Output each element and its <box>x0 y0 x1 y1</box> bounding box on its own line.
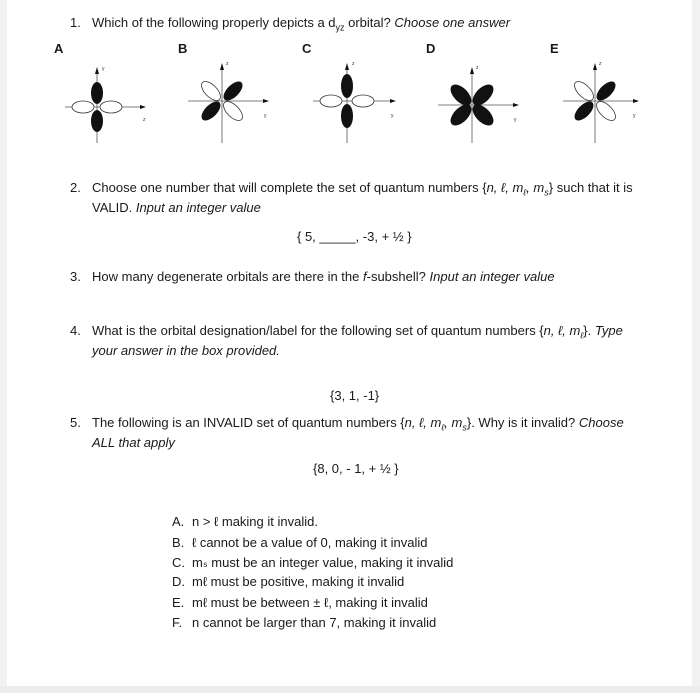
choice-label-e[interactable]: E <box>550 41 559 56</box>
question-text: How many degenerate orbitals are there in the f-subshell? Input an integer value <box>92 269 555 284</box>
question-instruction: Choose one answer <box>394 15 511 30</box>
answer-option-e[interactable]: E. mℓ must be between ± ℓ, making it invalid <box>172 595 428 610</box>
question-text: What is the orbital designation/label for the following set of quantum numbers {n, ℓ, $m_\ell$}. Type <box>92 323 623 341</box>
question-number: 2. <box>70 180 81 195</box>
choice-label-c[interactable]: C <box>302 41 312 56</box>
orbital-diagram-c[interactable] <box>305 55 395 145</box>
choice-label-b[interactable]: B <box>178 41 188 56</box>
question-number: 4. <box>70 323 81 338</box>
axis-label-z: z <box>143 117 146 123</box>
axis-label-z: z <box>352 61 355 67</box>
answer-option-b[interactable]: B. ℓ cannot be a value of 0, making it invalid <box>172 535 428 550</box>
question-4 <box>70 321 680 363</box>
question-instruction: your answer in the box provided. <box>92 343 280 358</box>
orbital-diagram-e[interactable] <box>553 55 643 145</box>
answer-option-a[interactable]: A. n > ℓ making it invalid. <box>172 514 318 529</box>
question-instruction: ALL that apply <box>92 435 175 450</box>
question-instruction: Input an integer value <box>429 269 555 284</box>
quantum-number-set[interactable]: { 5, _____, -3, + ½ } <box>297 229 412 244</box>
orbital-diagram-a[interactable] <box>55 55 145 145</box>
axis-label-y: y <box>514 117 517 123</box>
question-number: 5. <box>70 415 81 430</box>
answer-option-f[interactable]: F. n cannot be larger than 7, making it invalid <box>172 615 437 630</box>
question-text: The following is an INVALID set of quantum numbers {n, ℓ, $m_\ell$, $m_s$}. Why is it invalid? Choose <box>92 415 624 433</box>
orbital-diagram-b[interactable] <box>178 55 268 145</box>
orbital-diagram-d[interactable] <box>428 55 518 145</box>
axis-label-z: z <box>599 61 602 67</box>
question-text: Which of the following properly depicts a $d_{yz}$ orbital? Choose one answer <box>92 15 511 33</box>
choice-label-d[interactable]: D <box>426 41 436 56</box>
question-text-line-2 <box>92 341 280 361</box>
axis-label-z: z <box>226 61 229 67</box>
question-number: 3. <box>70 269 81 284</box>
axis-label-y: y <box>633 113 636 119</box>
answer-option-c[interactable]: C. mₛ must be an integer value, making it invalid <box>172 555 454 570</box>
right-frame <box>692 0 700 693</box>
question-text-line-2 <box>92 433 175 453</box>
bottom-frame <box>0 686 700 693</box>
question-1 <box>70 13 670 33</box>
question-instruction: Input an integer value <box>135 200 261 215</box>
answer-option-d[interactable]: D. mℓ must be positive, making it invalid <box>172 574 405 589</box>
quantum-number-set: {8, 0, - 1, + ½ } <box>313 461 399 476</box>
question-5 <box>70 413 680 455</box>
question-3 <box>70 267 670 287</box>
axis-label-z: z <box>476 65 479 71</box>
question-text: Choose one number that will complete the set of quantum numbers {n, ℓ, $m_\ell$, $m_s$} such that it is <box>92 180 633 198</box>
axis-label-y: y <box>264 113 267 119</box>
axis-label-y: y <box>102 66 105 72</box>
choice-label-a[interactable]: A <box>54 41 64 56</box>
axis-label-y: y <box>391 113 394 119</box>
quantum-number-set: {3, 1, -1} <box>330 388 380 403</box>
question-2 <box>70 178 680 220</box>
left-frame <box>0 0 7 693</box>
question-number: 1. <box>70 15 81 30</box>
question-text-line-2: VALID. Input an integer value <box>92 200 261 215</box>
